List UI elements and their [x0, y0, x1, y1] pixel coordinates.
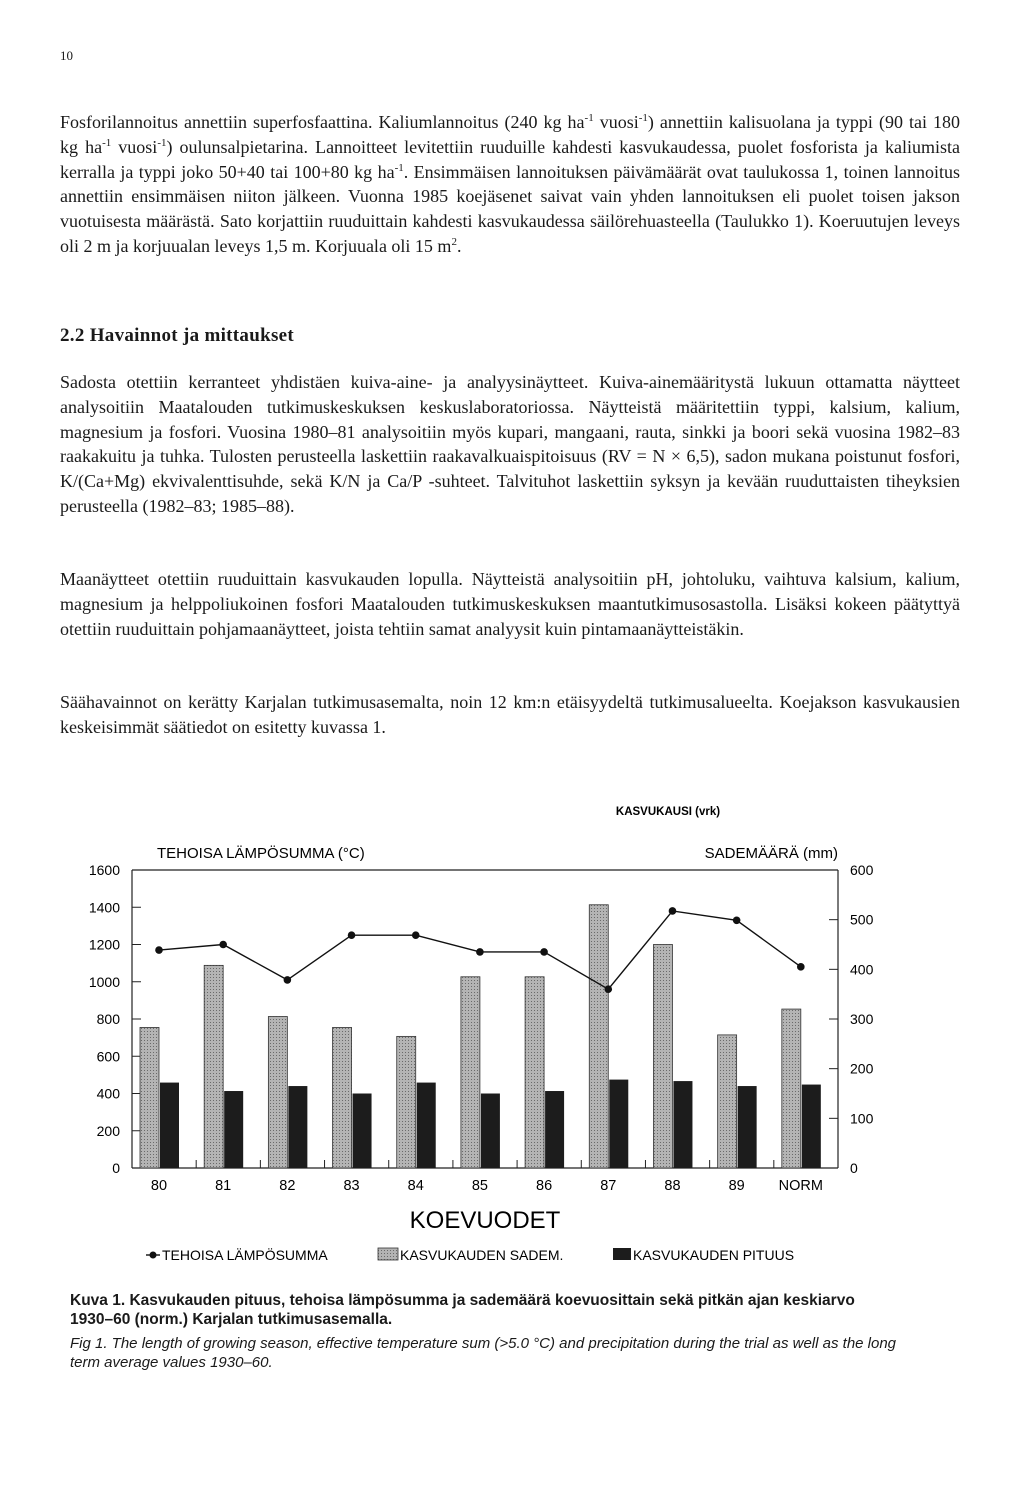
left-tick-label: 0: [112, 1160, 120, 1176]
superscript: 2: [451, 235, 457, 248]
x-tick-label: 86: [536, 1178, 553, 1194]
text-run: vuosi: [111, 136, 158, 157]
left-tick-label: 600: [96, 1048, 120, 1065]
season-bar: [160, 1083, 179, 1168]
chart-svg: [0, 770, 1024, 1310]
text-run: vuosi: [593, 112, 639, 132]
legend-season-length: KASVUKAUDEN PITUUS: [633, 1247, 795, 1263]
text-run: .: [456, 235, 462, 256]
temperature-point: [476, 948, 484, 956]
x-tick-label: 81: [215, 1178, 232, 1194]
right-tick-label: 400: [850, 961, 874, 978]
superscript: -1: [584, 112, 594, 124]
right-axis-label: SADEMÄÄRÄ (mm): [704, 845, 838, 862]
precip-bar: [333, 1027, 352, 1168]
page-number: 10: [60, 48, 73, 63]
temperature-point: [155, 946, 163, 954]
temperature-point: [348, 931, 356, 939]
season-bar: [417, 1083, 436, 1168]
paragraph-observations: Sadosta otettiin kerranteet yhdistäen kuiva-aine- ja analyysinäytteet. Kuiva-ainemääritystä lukuun ottamatta näytteet analysoitiin Maatalouden tutkimuskeskuksen keskuslaboratoriossa. Näytteistä määritettiin typpi, kalsium, kalium, magnesium ja fosfori. Vuosina 1980–81 analysoitiin myös kupari, mangaani, rauta, sinkki ja boori sekä vuosina 1982–83 raakakuitu ja tuhka. Tulosten perusteella laskettiin raakavalkuaispitoisuus (RV = N × 6,5), sadon mukana poistunut fosfori, K/(Ca+Mg) ekvivalenttisuhde, sekä K/N ja Ca/P -suhteet. Talvituhot laskettiin syksyn ja kevään ruuduttaisten tiheyksien perusteella (1982–83; 1985–88).: [60, 372, 960, 516]
left-axis-label: TEHOISA LÄMPÖSUMMA (°C): [157, 845, 365, 862]
superscript: -1: [638, 112, 648, 124]
season-bar: [353, 1094, 372, 1169]
legend-temperature: TEHOISA LÄMPÖSUMMA: [162, 1247, 328, 1263]
left-tick-label: 1400: [88, 899, 120, 916]
precip-bar: [782, 1009, 801, 1168]
season-bar: [802, 1085, 821, 1168]
figure-chart: [0, 770, 1024, 1310]
temperature-point: [284, 976, 292, 984]
precip-bar: [397, 1036, 416, 1168]
x-tick-label: 85: [471, 1178, 488, 1194]
right-tick-label: 0: [850, 1160, 858, 1176]
temperature-point: [733, 916, 741, 924]
temperature-point: [797, 963, 805, 971]
precip-bar: [268, 1017, 287, 1168]
text-run: . Ensimmäisen lannoituksen päivämäärät ovat taulukossa 1, toinen lannoitus annettiin ensimmäisen niiton jälkeen. Vuonna 1985 koejäsenet saivat vain yhden lannoituksen eli puolet toisen jakson vuotuisesta määrästä. Sato korjattiin ruuduittain kahdesti kasvukaudessa säilörehuasteella (Taulukko 1). Koeruutujen leveys oli 2 m ja korjuualan leveys 1,5 m. Korjuuala oli 15 m: [60, 161, 961, 256]
left-tick-label: 1000: [88, 973, 120, 990]
x-tick-label: 89: [728, 1178, 745, 1194]
legend-precip-swatch: [378, 1248, 398, 1260]
x-tick-label: 82: [279, 1178, 296, 1194]
legend-point-swatch: [150, 1252, 157, 1259]
paragraph-weather: Säähavainnot on kerätty Karjalan tutkimusasemalta, noin 12 km:n etäisyydeltä tutkimusalueelta. Koejakson kasvukausien keskeisimmät säätiedot on esitetty kuvassa 1.: [60, 692, 960, 737]
text-run: Fosforilannoitus annettiin superfosfaattina. Kaliumlannoitus (240 kg ha: [60, 112, 585, 132]
superscript: -1: [102, 136, 112, 149]
left-tick-label: 200: [96, 1122, 120, 1139]
precip-bar: [461, 977, 480, 1168]
chart-title: KASVUKAUSI (vrk): [615, 806, 721, 818]
precip-bar: [525, 977, 544, 1168]
right-tick-label: 600: [850, 862, 874, 878]
precip-bar: [718, 1035, 737, 1168]
x-tick-label: 88: [664, 1178, 681, 1194]
right-tick-label: 200: [850, 1060, 874, 1077]
left-tick-label: 400: [96, 1085, 120, 1102]
left-tick-label: 1600: [88, 862, 120, 878]
precip-bar: [204, 965, 223, 1168]
x-tick-label: 80: [150, 1178, 168, 1194]
season-bar: [481, 1094, 500, 1169]
temperature-point: [669, 907, 677, 915]
section-heading: 2.2 Havainnot ja mittaukset: [60, 325, 294, 346]
x-axis-label: KOEVUODET: [409, 1207, 561, 1234]
temperature-point: [412, 931, 420, 939]
season-bar: [288, 1086, 307, 1168]
season-bar: [738, 1086, 757, 1168]
legend-precipitation: KASVUKAUDEN SADEM.: [400, 1247, 564, 1263]
caption-finnish: Kuva 1. Kasvukauden pituus, tehoisa lämpösumma ja sademäärä koevuosittain sekä pitkän ajan keskiarvo 1930–60 (norm.) Karjalan tutkimusasemalla.: [70, 1292, 855, 1328]
precip-bar: [589, 905, 608, 1168]
temperature-point: [604, 985, 612, 993]
superscript: -1: [157, 136, 167, 149]
season-bar: [673, 1081, 692, 1168]
x-tick-label: NORM: [778, 1178, 823, 1194]
x-tick-label: 87: [600, 1178, 617, 1194]
precip-bar: [653, 945, 672, 1169]
x-tick-label: 84: [407, 1178, 424, 1194]
legend-season-swatch: [613, 1248, 631, 1260]
left-tick-label: 1200: [88, 936, 120, 953]
right-tick-label: 500: [850, 911, 874, 928]
season-bar: [545, 1091, 564, 1168]
x-tick-label: 83: [343, 1178, 360, 1194]
season-bar: [224, 1091, 243, 1168]
paragraph-fertilization: [60, 110, 960, 259]
temperature-point: [219, 941, 227, 949]
right-tick-label: 100: [850, 1110, 874, 1127]
text-run: ) oulunsalpietarina. Lannoitteet levitettiin ruuduille kahdesti kasvukaudessa, puolet fosforista ja kaliumista kerralla ja typpi joko 50+40 tai 100+80 kg ha: [60, 136, 960, 182]
temperature-point: [540, 948, 548, 956]
paragraph-soil-samples: Maanäytteet otettiin ruuduittain kasvukauden lopulla. Näytteistä analysoitiin pH, johtoluku, vaihtuva kalsium, kalium, magnesium ja helppoliukoinen fosfori Maatalouden tutkimuskeskuksen maantutkimusosastolla. Lisäksi kokeen päätyttyä otettiin ruuduittain pohjamaanäytteet, joista tehtiin samat analyysit kuin pintamaanäytteistäkin.: [60, 569, 960, 639]
season-bar: [609, 1080, 628, 1168]
precip-bar: [140, 1027, 159, 1168]
right-tick-label: 300: [850, 1011, 874, 1027]
left-tick-label: 800: [96, 1011, 120, 1027]
superscript: -1: [394, 161, 404, 174]
text-run: ) annettiin kalisuolana ja typpi (90 tai 180 kg ha: [60, 112, 960, 157]
caption-english: Fig 1. The length of growing season, effective temperature sum (>5.0 °C) and precipitation during the trial as well as the long term average values 1930–60.: [70, 1335, 897, 1371]
